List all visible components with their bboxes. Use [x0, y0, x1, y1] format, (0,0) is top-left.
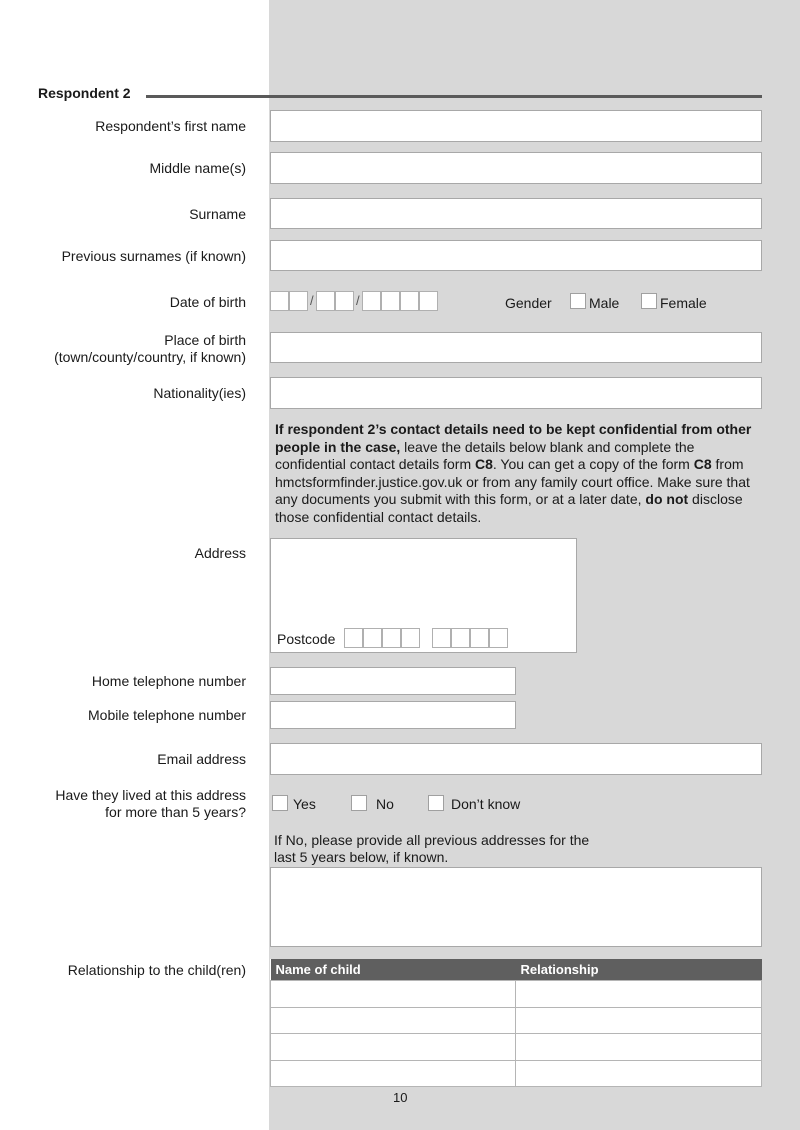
lived-dont-know-checkbox[interactable]: [428, 795, 444, 811]
section-divider: [146, 95, 762, 98]
dob-day-digit-1[interactable]: [270, 291, 289, 311]
previous-addresses-note-line1: If No, please provide all previous addresses for the: [274, 832, 590, 848]
table-row: [271, 1060, 762, 1087]
table-row: [271, 1034, 762, 1061]
postcode-digit[interactable]: [382, 628, 401, 648]
middle-names-label: Middle name(s): [149, 160, 246, 176]
child-name-cell[interactable]: [271, 1034, 516, 1061]
dob-month-digit-1[interactable]: [316, 291, 335, 311]
previous-surnames-field[interactable]: [270, 240, 762, 271]
do-not-emphasis: do not: [645, 491, 689, 508]
place-of-birth-field[interactable]: [270, 332, 762, 363]
postcode-digit[interactable]: [451, 628, 470, 648]
home-phone-field[interactable]: [270, 667, 516, 695]
lived-yes-checkbox[interactable]: [272, 795, 288, 811]
relationship-cell[interactable]: [516, 981, 762, 1008]
lived-yes-label: Yes: [293, 796, 316, 812]
previous-addresses-note-line2: last 5 years below, if known.: [274, 849, 449, 865]
form-code: C8: [475, 456, 493, 473]
previous-addresses-note: [274, 832, 594, 866]
page-number: 10: [393, 1090, 408, 1105]
postcode-digit[interactable]: [470, 628, 489, 648]
form-code: C8: [693, 456, 712, 473]
table-row: [271, 1007, 762, 1034]
dob-year-digit-4[interactable]: [419, 291, 438, 311]
email-label: Email address: [157, 751, 246, 767]
lived-dont-know-label: Don’t know: [451, 796, 521, 812]
table-row: [271, 981, 762, 1008]
surname-label: Surname: [189, 206, 246, 222]
section-title: Respondent 2: [38, 85, 131, 101]
lived-5-years-label: [55, 787, 246, 821]
lived-no-label: No: [376, 796, 394, 812]
child-name-cell[interactable]: [271, 1007, 516, 1034]
email-field[interactable]: [270, 743, 762, 775]
previous-addresses-field[interactable]: [270, 867, 762, 947]
gender-female-checkbox[interactable]: [641, 293, 657, 309]
nationality-label: Nationality(ies): [153, 385, 246, 401]
previous-surnames-label: Previous surnames (if known): [61, 248, 246, 264]
dob-day-digit-2[interactable]: [289, 291, 308, 311]
place-of-birth-label-line2: (town/county/country, if known): [54, 349, 246, 365]
dob-label: Date of birth: [169, 294, 246, 310]
postcode-digit[interactable]: [432, 628, 451, 648]
first-name-field[interactable]: [270, 110, 762, 142]
column-header-relationship: Relationship: [516, 959, 762, 981]
relationship-label: Relationship to the child(ren): [67, 962, 246, 978]
dob-year-digit-1[interactable]: [362, 291, 381, 311]
place-of-birth-label: [54, 332, 246, 366]
confidential-instructions-bold: If respondent 2’s contact details need to be kept confidential from other people in the case,: [275, 421, 752, 455]
relationship-cell[interactable]: [516, 1007, 762, 1034]
gender-female-label: Female: [660, 295, 707, 311]
child-name-cell[interactable]: [271, 1060, 516, 1087]
postcode-digit[interactable]: [489, 628, 508, 648]
dob-year-digit-2[interactable]: [381, 291, 400, 311]
dob-separator: /: [356, 293, 360, 308]
gender-male-checkbox[interactable]: [570, 293, 586, 309]
home-phone-label: Home telephone number: [91, 673, 246, 689]
first-name-label: Respondent’s first name: [95, 118, 246, 134]
dob-year-digit-3[interactable]: [400, 291, 419, 311]
gender-male-label: Male: [589, 295, 620, 311]
place-of-birth-label-line1: Place of birth: [164, 332, 246, 348]
postcode-digit[interactable]: [344, 628, 363, 648]
child-name-cell[interactable]: [271, 981, 516, 1008]
lived-5-years-label-line1: Have they lived at this address: [55, 787, 246, 803]
middle-names-field[interactable]: [270, 152, 762, 184]
postcode-digit[interactable]: [363, 628, 382, 648]
lived-5-years-label-line2: for more than 5 years?: [105, 804, 246, 820]
postcode-digit[interactable]: [401, 628, 420, 648]
relationship-cell[interactable]: [516, 1060, 762, 1087]
gender-label: Gender: [505, 295, 552, 311]
column-header-child-name: Name of child: [271, 959, 516, 981]
dob-separator: /: [310, 293, 314, 308]
mobile-phone-label: Mobile telephone number: [88, 707, 246, 723]
nationality-field[interactable]: [270, 377, 762, 409]
lived-no-checkbox[interactable]: [351, 795, 367, 811]
mobile-phone-field[interactable]: [270, 701, 516, 729]
relationship-cell[interactable]: [516, 1034, 762, 1061]
surname-field[interactable]: [270, 198, 762, 229]
address-label: Address: [194, 545, 246, 561]
relationship-table: [270, 959, 762, 1087]
confidential-instructions: If respondent 2’s contact details need to be kept confidential from other people in the case, leave the details below blank and complete the confidential contact details form C8. You can get a copy of the form C8 from hmctsformfinder.justice.gov.uk or from any family court office. Make sure that any documents you submit with this form, or at a later date, do not disclose those confidential contact details.: [275, 421, 752, 525]
dob-month-digit-2[interactable]: [335, 291, 354, 311]
postcode-label: Postcode: [277, 631, 336, 647]
